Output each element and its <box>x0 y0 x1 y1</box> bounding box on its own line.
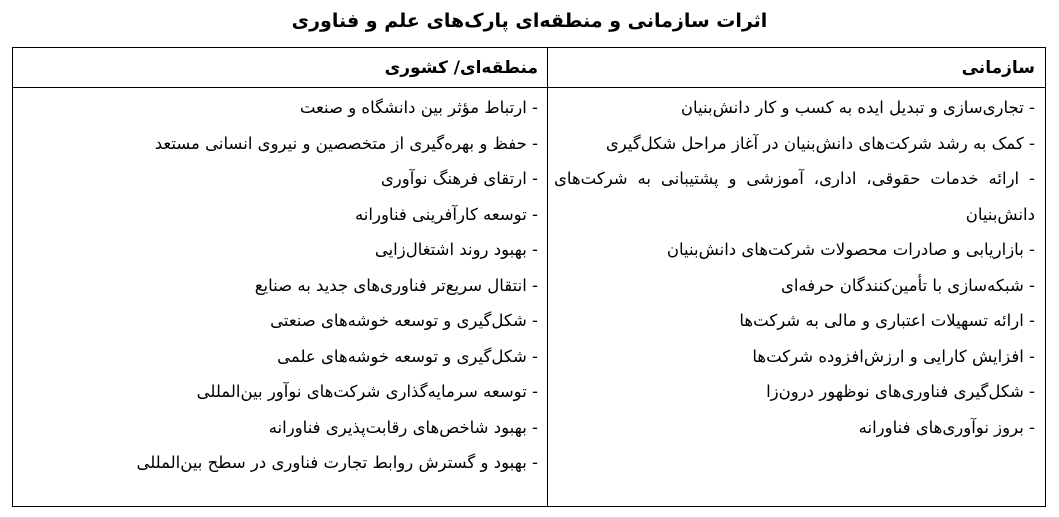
list-item: - حفظ و بهره‌گیری از متخصصین و نیروی انسانی مستعد <box>154 133 538 153</box>
list-item: - شکل‌گیری فناوری‌های نوظهور درون‌زا <box>766 382 1035 401</box>
table-title: اثرات سازمانی و منطقه‌ای پارک‌های علم و فناوری <box>291 10 768 32</box>
list-item: - شکل‌گیری و توسعه خوشه‌های صنعتی <box>270 311 538 330</box>
list-item: - ارائه تسهیلات اعتباری و مالی به شرکت‌ها <box>739 311 1035 330</box>
list-item: - بازاریابی و صادرات محصولات شرکت‌های دانش‌بنیان <box>666 240 1035 259</box>
list-item: - افزایش کارایی و ارزش‌افزوده شرکت‌ها <box>752 346 1035 366</box>
list-item: - تجاری‌سازی و تبدیل ایده به کسب و کار دانش‌بنیان <box>680 98 1035 117</box>
list-item: - شکل‌گیری و توسعه خوشه‌های علمی <box>277 346 538 366</box>
regional-national-column <box>13 48 548 506</box>
impacts-table <box>12 47 1046 507</box>
list-item: - شبکه‌سازی با تأمین‌کنندگان حرفه‌ای <box>780 275 1035 295</box>
regional-national-items-list <box>13 88 548 481</box>
list-item: - ارائه خدمات حقوقی، اداری، آموزشی و پشتیبانی به شرکت‌های دانش‌بنیان <box>554 169 1035 224</box>
list-item: - توسعه سرمایه‌گذاری شرکت‌های نوآور بین‌المللی <box>196 382 538 401</box>
list-item: - بهبود شاخص‌های رقابت‌پذیری فناورانه <box>268 417 538 437</box>
organizational-column-header: سازمانی <box>548 48 1045 88</box>
organizational-column <box>547 48 1045 506</box>
list-item: - بهبود روند اشتغال‌زایی <box>374 240 538 259</box>
list-item: - کمک به رشد شرکت‌های دانش‌بنیان در آغاز مراحل شکل‌گیری <box>605 133 1035 153</box>
list-item: - انتقال سریع‌تر فناوری‌های جدید به صنایع <box>254 275 538 295</box>
list-item: - بروز نوآوری‌های فناورانه <box>858 417 1035 437</box>
list-item: - بهبود و گسترش روابط تجارت فناوری در سطح بین‌المللی <box>136 453 538 472</box>
list-item: - ارتقای فرهنگ نوآوری <box>380 169 538 188</box>
list-item: - توسعه کارآفرینی فناورانه <box>354 204 538 224</box>
list-item: - ارتباط مؤثر بین دانشگاه و صنعت <box>299 98 538 117</box>
regional-national-column-header: منطقه‌ای/ کشوری <box>13 48 548 88</box>
organizational-items-list <box>548 88 1045 445</box>
